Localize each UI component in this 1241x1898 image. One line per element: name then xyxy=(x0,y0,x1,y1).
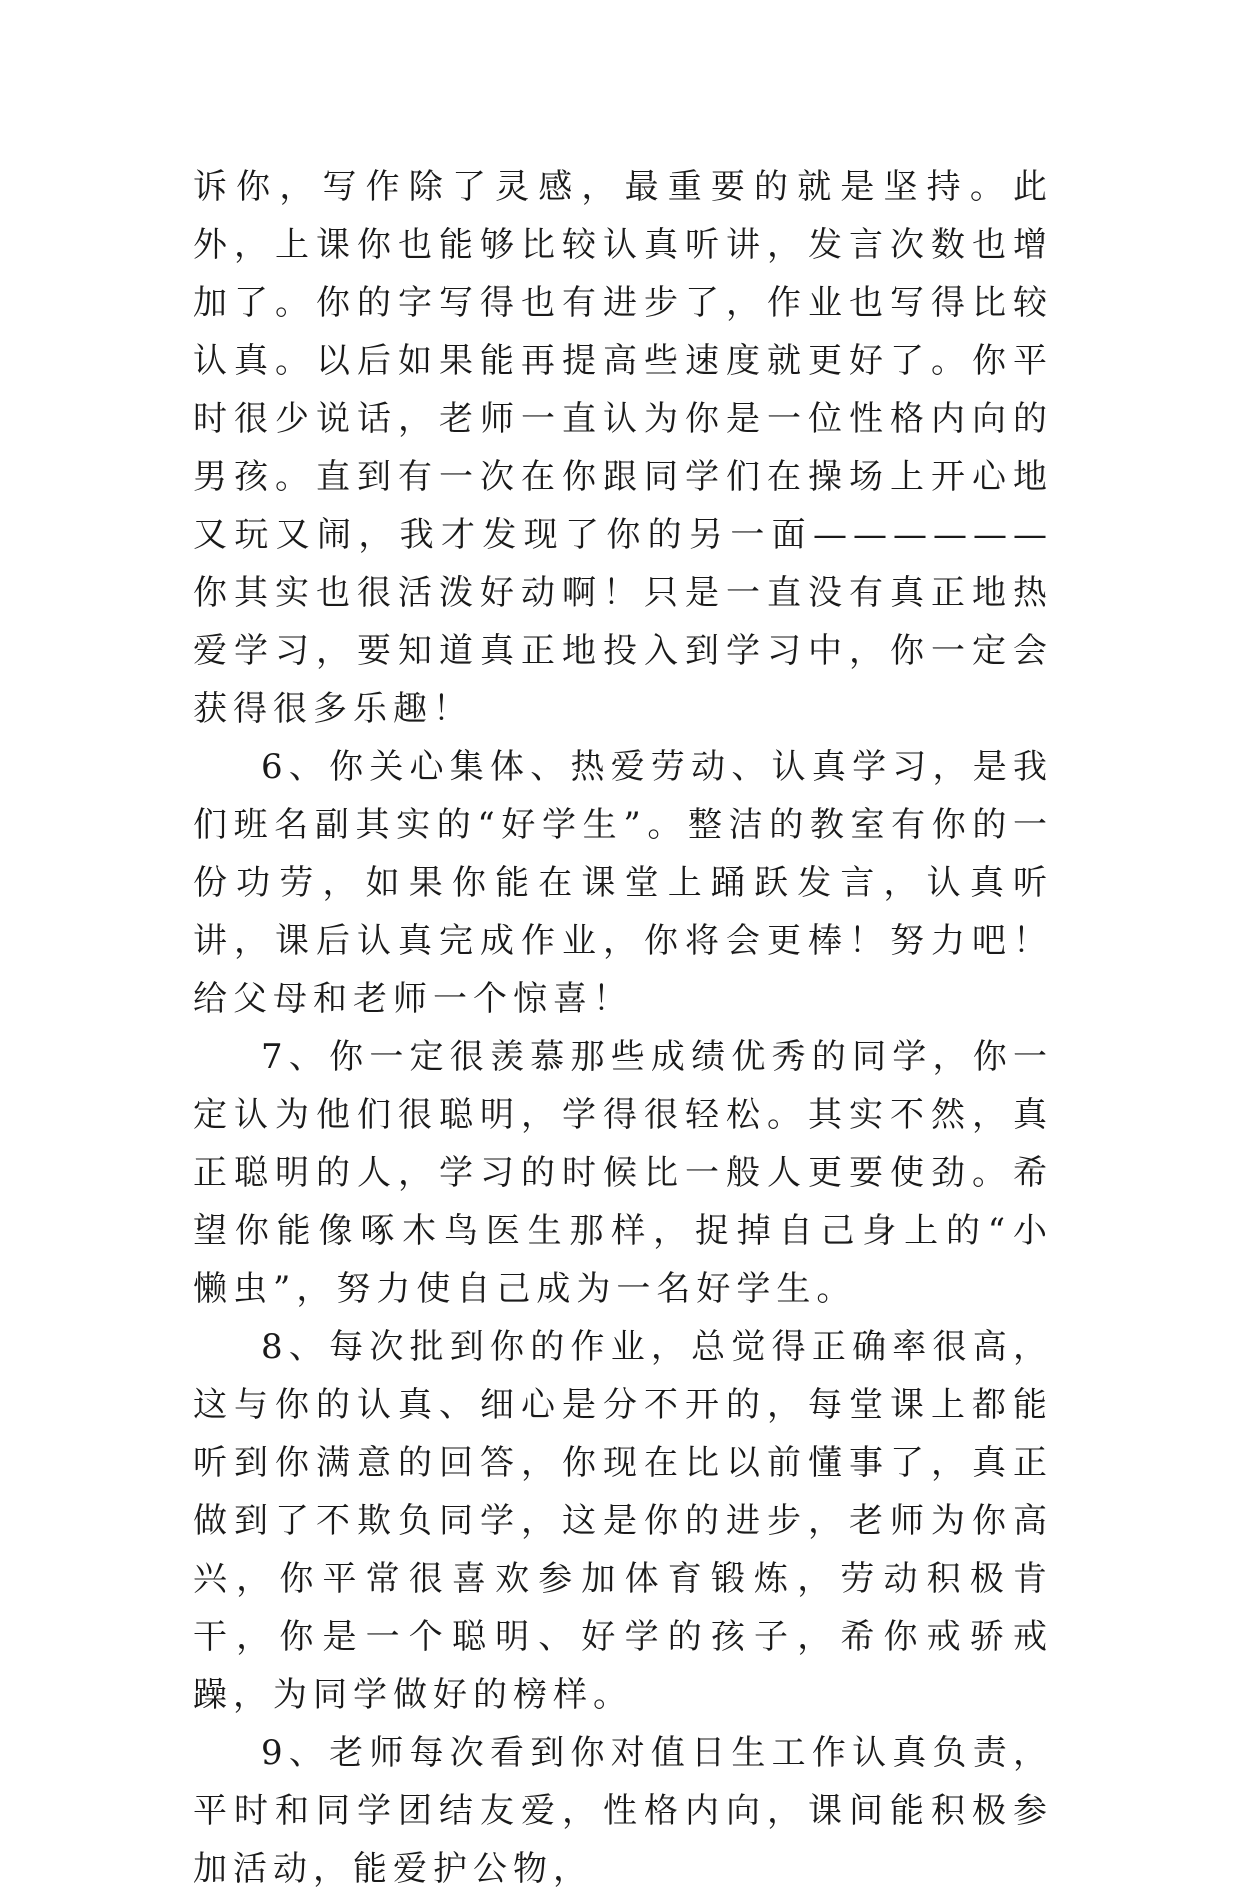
paragraph-5-continued: 诉你，写作除了灵感，最重要的就是坚持。此外，上课你也能够比较认真听讲，发言次数也增加了。你的字写得也有进步了，作业也写得比较认真。以后如果能再提高些速度就更好了。你平时很少说话，老师一直认为你是一位性格内向的男孩。直到有一次在你跟同学们在操场上开心地又玩又闹，我才发现了你的另一面——————你其实也很活泼好动啊！只是一直没有真正地热爱学习，要知道真正地投入到学习中，你一定会获得很多乐趣！ xyxy=(193,167,1053,729)
paragraph-7: 7、你一定很羡慕那些成绩优秀的同学，你一定认为他们很聪明，学得很轻松。其实不然，真正聪明的人，学习的时候比一般人更要使劲。希望你能像啄木鸟医生那样，捉掉自己身上的“小懒虫”，努力使自己成为一名好学生。 xyxy=(193,1037,1053,1309)
paragraph-6: 6、你关心集体、热爱劳动、认真学习，是我们班名副其实的“好学生”。整洁的教室有你的一份功劳，如果你能在课堂上踊跃发言，认真听讲，课后认真完成作业，你将会更棒！努力吧！给父母和老师一个惊喜！ xyxy=(193,747,1053,1019)
paragraph-8: 8、每次批到你的作业，总觉得正确率很高，这与你的认真、细心是分不开的，每堂课上都能听到你满意的回答，你现在比以前懂事了，真正做到了不欺负同学，这是你的进步，老师为你高兴，你平常很喜欢参加体育锻炼，劳动积极肯干，你是一个聪明、好学的孩子，希你戒骄戒躁，为同学做好的榜样。 xyxy=(193,1327,1053,1715)
paragraph-9: 9、老师每次看到你对值日生工作认真负责，平时和同学团结友爱，性格内向，课间能积极参加活动，能爱护公物， xyxy=(193,1733,1053,1889)
document-body xyxy=(193,158,1053,1898)
